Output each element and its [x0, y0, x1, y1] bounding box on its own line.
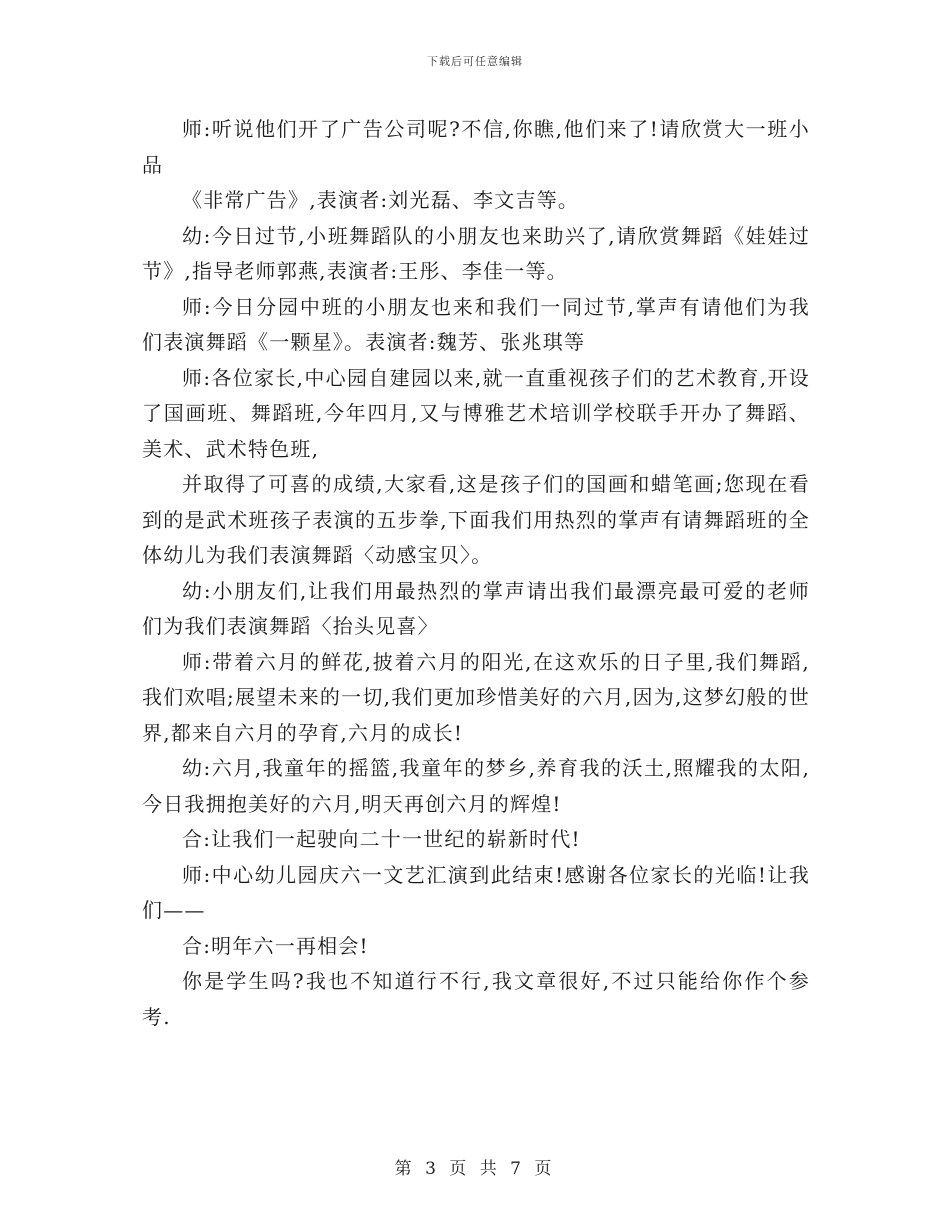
document-body	[142, 112, 810, 1035]
paragraph: 师:中心幼儿园庆六一文艺汇演到此结束!感谢各位家长的光临!让我们——	[142, 862, 810, 922]
paragraph: 并取得了可喜的成绩,大家看,这是孩子们的国画和蜡笔画;您现在看到的是武术班孩子表演的五步拳,下面我们用热烈的掌声有请舞蹈班的全体幼儿为我们表演舞蹈〈动感宝贝〉。	[142, 472, 810, 567]
paragraph: 师:今日分园中班的小朋友也来和我们一同过节,掌声有请他们为我们表演舞蹈《一颗星》。表演者:魏芳、张兆琪等	[142, 294, 810, 354]
paragraph: 合:明年六一再相会!	[182, 933, 369, 958]
paragraph: 《非常广告》,表演者:刘光磊、李文吉等。	[182, 188, 580, 212]
paragraph: 师:带着六月的鲜花,披着六月的阳光,在这欢乐的日子里,我们舞蹈,我们欢唱;展望未来的一切,我们更加珍惜美好的六月,因为,这梦幻般的世界,都来自六月的孕育,六月的成长!	[142, 649, 810, 745]
paragraph: 合:让我们一起驶向二十一世纪的崭新时代!	[182, 827, 581, 851]
paragraph: 幼:今日过节,小班舞蹈队的小朋友也来助兴了,请欣赏舞蹈《娃娃过节》,指导老师郭燕,表演者:王彤、李佳一等。	[142, 223, 810, 283]
paragraph: 你是学生吗?我也不知道行不行,我文章很好,不过只能给你作个参考.	[142, 969, 810, 1029]
page-footer: 第 3 页 共 7 页	[394, 1159, 556, 1179]
paragraph: 师:听说他们开了广告公司呢?不信,你瞧,他们来了!请欣赏大一班小品	[142, 117, 810, 177]
page-header: 下载后可任意编辑	[427, 55, 523, 68]
paragraph: 幼:小朋友们,让我们用最热烈的掌声请出我们最漂亮最可爱的老师们为我们表演舞蹈〈抬头见喜〉	[142, 578, 810, 638]
paragraph: 师:各位家长,中心园自建园以来,就一直重视孩子们的艺术教育,开设了国画班、舞蹈班,今年四月,又与博雅艺术培训学校联手开办了舞蹈、美术、武术特色班,	[142, 365, 810, 461]
paragraph: 幼:六月,我童年的摇篮,我童年的梦乡,养育我的沃土,照耀我的太阳,今日我拥抱美好的六月,明天再创六月的辉煌!	[142, 756, 810, 816]
